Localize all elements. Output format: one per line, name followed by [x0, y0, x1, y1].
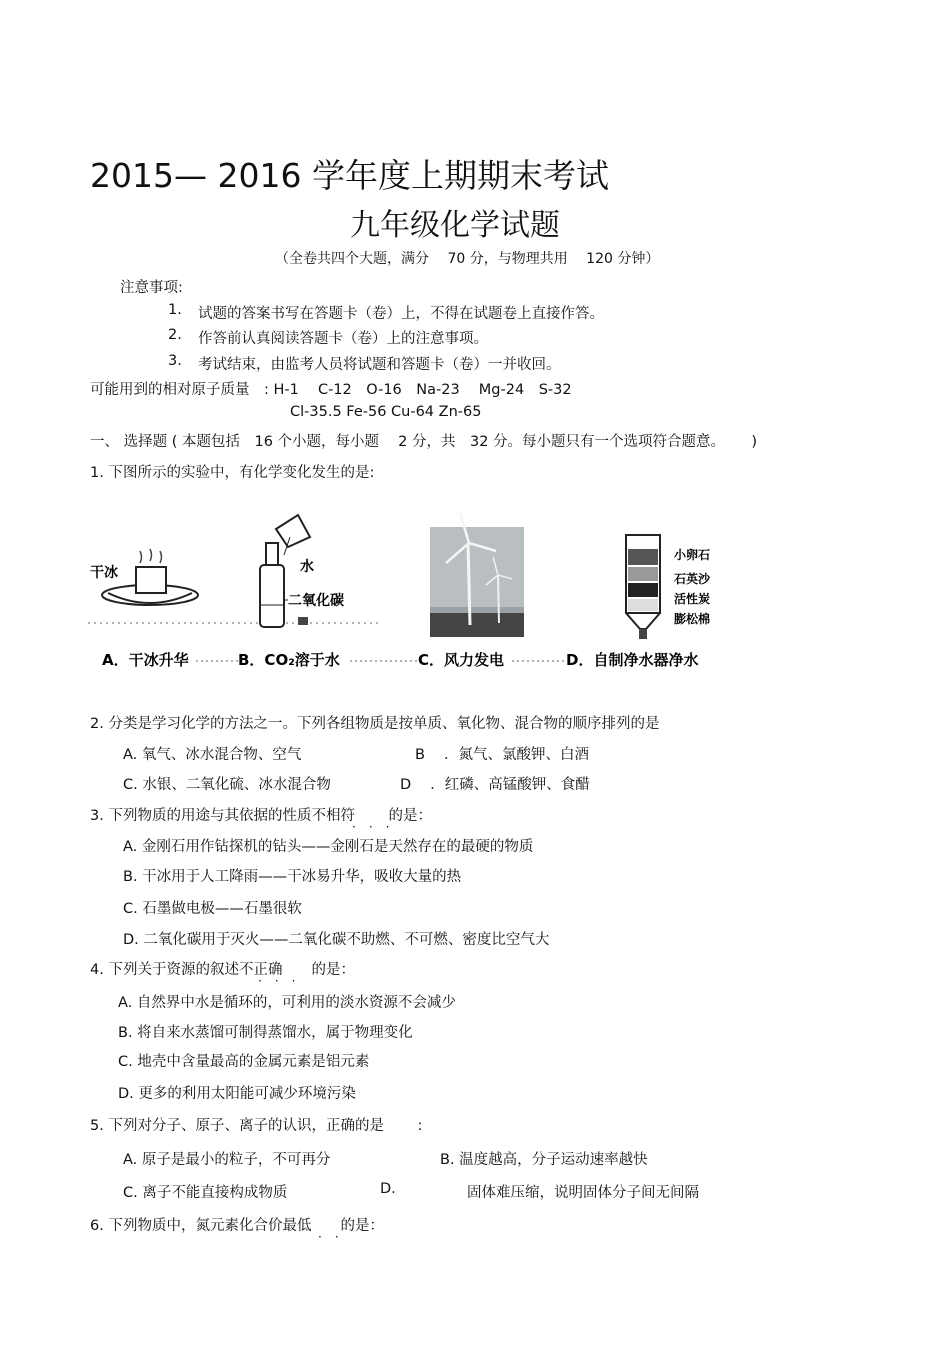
atomic-mass-line1: 可能用到的相对原子质量 : H-1 C-12 O-16 Na-23 Mg-24 S-32 [90, 382, 572, 398]
figure-caption: A．干冰升华 [102, 651, 189, 669]
option: C. 地壳中含量最高的金属元素是铝元素 [118, 1054, 370, 1070]
question-stem: 2. 分类是学习化学的方法之一。下列各组物质是按单质、氧化物、混合物的顺序排列的是 [90, 716, 660, 732]
option: C. 离子不能直接构成物质 [123, 1185, 288, 1201]
exam-title: 2015— 2016 学年度上期期末考试 [90, 156, 609, 195]
question-1-figure [88, 505, 728, 680]
notice-item-number: 2. [168, 327, 182, 343]
figure-label: 二氧化碳 [288, 593, 344, 609]
figure-label: 膨松棉 [674, 612, 711, 626]
option: C. 水银、二氧化硫、冰水混合物 [123, 777, 331, 793]
question-stem: 4. 下列关于资源的叙述不正确 的是： [90, 962, 355, 978]
question-stem: 6. 下列物质中，氮元素化合价最低 的是： [90, 1218, 384, 1234]
wind-turbine-photo [430, 513, 524, 637]
option: A. 自然界中水是循环的，可利用的淡水资源不会减少 [118, 995, 456, 1011]
figure-label: 活性炭 [674, 592, 711, 606]
experiment-illustrations [88, 505, 728, 680]
question-stem: 3. 下列物质的用途与其依据的性质不相符 的是： [90, 808, 433, 824]
notice-item: 作答前认真阅读答题卡（卷）上的注意事项。 [198, 331, 488, 347]
emphasis-dots: ·· [318, 1230, 352, 1244]
notice-item: 试题的答案书写在答题卡（卷）上，不得在试题卷上直接作答。 [198, 306, 604, 322]
figure-caption: C．风力发电 [418, 651, 505, 669]
option: B. 干冰用于人工降雨——干冰易升华，吸收大量的热 [123, 869, 462, 885]
option: B ．氮气、氯酸钾、白酒 [415, 747, 590, 763]
option: A. 氧气、冰水混合物、空气 [123, 747, 302, 763]
question-stem: 5. 下列对分子、原子、离子的认识，正确的是 : [90, 1118, 423, 1134]
figure-label: 水 [300, 559, 314, 575]
section-heading: 一、 选择题 ( 本题包括 16 个小题，每小题 2 分，共 32 分。每小题只有一个选项符合题意。 ) [90, 434, 758, 450]
option: C. 石墨做电极——石墨很软 [123, 901, 302, 917]
option: D. 二氧化碳用于灭火——二氧化碳不助燃、不可燃、密度比空气大 [123, 932, 550, 948]
notice-heading: 注意事项: [120, 280, 183, 296]
figure-label: 石英沙 [674, 572, 711, 586]
figure-caption: D．自制净水器净水 [566, 651, 699, 669]
water-filter-icon [626, 535, 660, 639]
notice-item: 考试结束，由监考人员将试题和答题卡（卷）一并收回。 [198, 357, 561, 373]
option: B. 将自来水蒸馏可制得蒸馏水，属于物理变化 [118, 1025, 413, 1041]
notice-item-number: 1. [168, 302, 182, 318]
emphasis-dots: ··· [258, 974, 309, 988]
option: B. 温度越高，分子运动速率越快 [440, 1152, 648, 1168]
exam-subject-title: 九年级化学试题 [350, 208, 560, 243]
option: D. 更多的利用太阳能可减少环境污染 [118, 1086, 356, 1102]
option-letter: D. [380, 1181, 396, 1197]
question-stem: 1. 下图所示的实验中，有化学变化发生的是: [90, 465, 375, 481]
exam-subtitle: （全卷共四个大题，满分 70 分，与物理共用 120 分钟） [275, 251, 660, 267]
notice-item-number: 3. [168, 353, 182, 369]
option: D ．红磷、高锰酸钾、食醋 [400, 777, 590, 793]
option: A. 金刚石用作钻探机的钻头——金刚石是天然存在的最硬的物质 [123, 839, 534, 855]
figure-label: 小卵石 [674, 548, 711, 562]
option: A. 原子是最小的粒子，不可再分 [123, 1152, 331, 1168]
emphasis-dots: ··· [352, 820, 403, 834]
option: 固体难压缩，说明固体分子间无间隔 [467, 1185, 699, 1201]
atomic-mass-line2: Cl-35.5 Fe-56 Cu-64 Zn-65 [290, 404, 482, 420]
figure-label: 干冰 [90, 565, 118, 581]
figure-caption: B．CO₂溶于水 [238, 651, 340, 669]
